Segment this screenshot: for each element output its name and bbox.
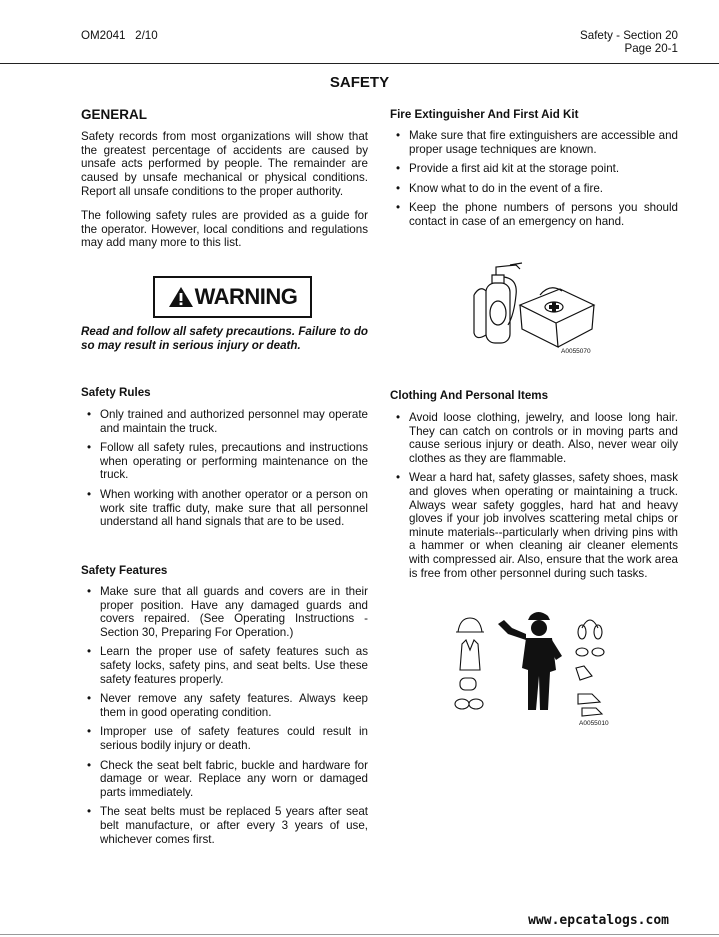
list-item: • Never remove any safety features. Always keep them in good operating condition. (82, 692, 368, 719)
list-item: • Follow all safety rules, precautions and instructions when operating or performing maintenance on the truck. (82, 441, 368, 482)
header-rule (0, 63, 719, 64)
safety-rules-list (82, 408, 368, 535)
list-item: • Provide a first aid kit at the storage point. (391, 162, 678, 176)
list-item: • When working with another operator or a person on work site traffic duty, make sure that all personnel understand all hand signals that are to be used. (82, 488, 368, 529)
safety-rules-heading: Safety Rules (81, 386, 151, 399)
warning-box (153, 276, 312, 318)
list-item: • Only trained and authorized personnel may operate and maintain the truck. (82, 408, 368, 435)
fire-heading: Fire Extinguisher And First Aid Kit (390, 108, 579, 121)
general-para-2: The following safety rules are provided as a guide for the operator. However, local conditions and regulations may add many more to this list. (81, 209, 368, 250)
safety-features-list (82, 585, 368, 852)
list-item: • Check the seat belt fabric, buckle and hardware for damage or wear. Replace any worn or damaged parts immediately. (82, 759, 368, 800)
doc-date: 2/10 (135, 29, 158, 42)
fire-list (391, 129, 678, 235)
section-label: Safety - Section 20 (580, 29, 678, 42)
ppe-figure-caption: A0055010 (579, 720, 609, 727)
list-item: • Make sure that fire extinguishers are accessible and proper usage techniques are known. (391, 129, 678, 156)
general-heading: GENERAL (81, 107, 148, 122)
page-title: SAFETY (329, 74, 390, 91)
ppe-illustration (452, 610, 612, 720)
list-item: • The seat belts must be replaced 5 years after seat belt manufacture, or after every 3 years of use, whichever comes first. (82, 805, 368, 846)
footer-rule (0, 934, 719, 935)
clothing-heading: Clothing And Personal Items (390, 389, 549, 402)
list-item: • Improper use of safety features could result in serious bodily injury or death. (82, 725, 368, 752)
list-item: • Make sure that all guards and covers are in their proper position. Have any damaged guards and covers repaired. (See Operating Instructions - Section 30, Preparing For Operation.) (82, 585, 368, 639)
footer-url[interactable]: www.epcatalogs.com (528, 913, 669, 928)
doc-code (81, 29, 158, 42)
list-item: • Learn the proper use of safety features such as safety locks, safety pins, and seat belts. Use these safety features properly. (82, 645, 368, 686)
list-item: • Keep the phone numbers of persons you should contact in case of an emergency on hand. (391, 201, 678, 228)
warning-label: WARNING (194, 284, 298, 309)
warning-triangle-icon (168, 286, 194, 308)
warning-text: Read and follow all safety precautions. Failure to do so may result in serious injury or death. (81, 325, 368, 352)
list-item: • Know what to do in the event of a fire. (391, 182, 678, 196)
list-item: • Wear a hard hat, safety glasses, safety shoes, mask and gloves when operating or maintaining a truck. Always wear safety goggles, hard hat and heavy gloves if your job involves scattering metal chips or minute materials--particularly when driving pins with a hammer or when cleaning air cleaner elements with compressed air. Also, ensure that the work area is free from other personnel during such tasks. (391, 471, 678, 580)
doc-code-number: OM2041 (81, 29, 126, 42)
page-number: Page 20-1 (624, 42, 678, 55)
general-para-1: Safety records from most organizations will show that the greatest percentage of accidents are caused by unsafe acts performed by people. The remainder are caused by unsafe mechanical or physical conditions. Report all unsafe conditions to the proper authority. (81, 130, 368, 198)
list-item: • Avoid loose clothing, jewelry, and loose long hair. They can catch on controls or in moving parts and cause serious injury or death. Also, never wear oily clothes as they are flammable. (391, 411, 678, 465)
clothing-list (391, 411, 678, 586)
safety-features-heading: Safety Features (81, 564, 168, 577)
extinguisher-firstaid-illustration (470, 255, 600, 350)
fire-figure-caption: A0055070 (561, 348, 591, 355)
